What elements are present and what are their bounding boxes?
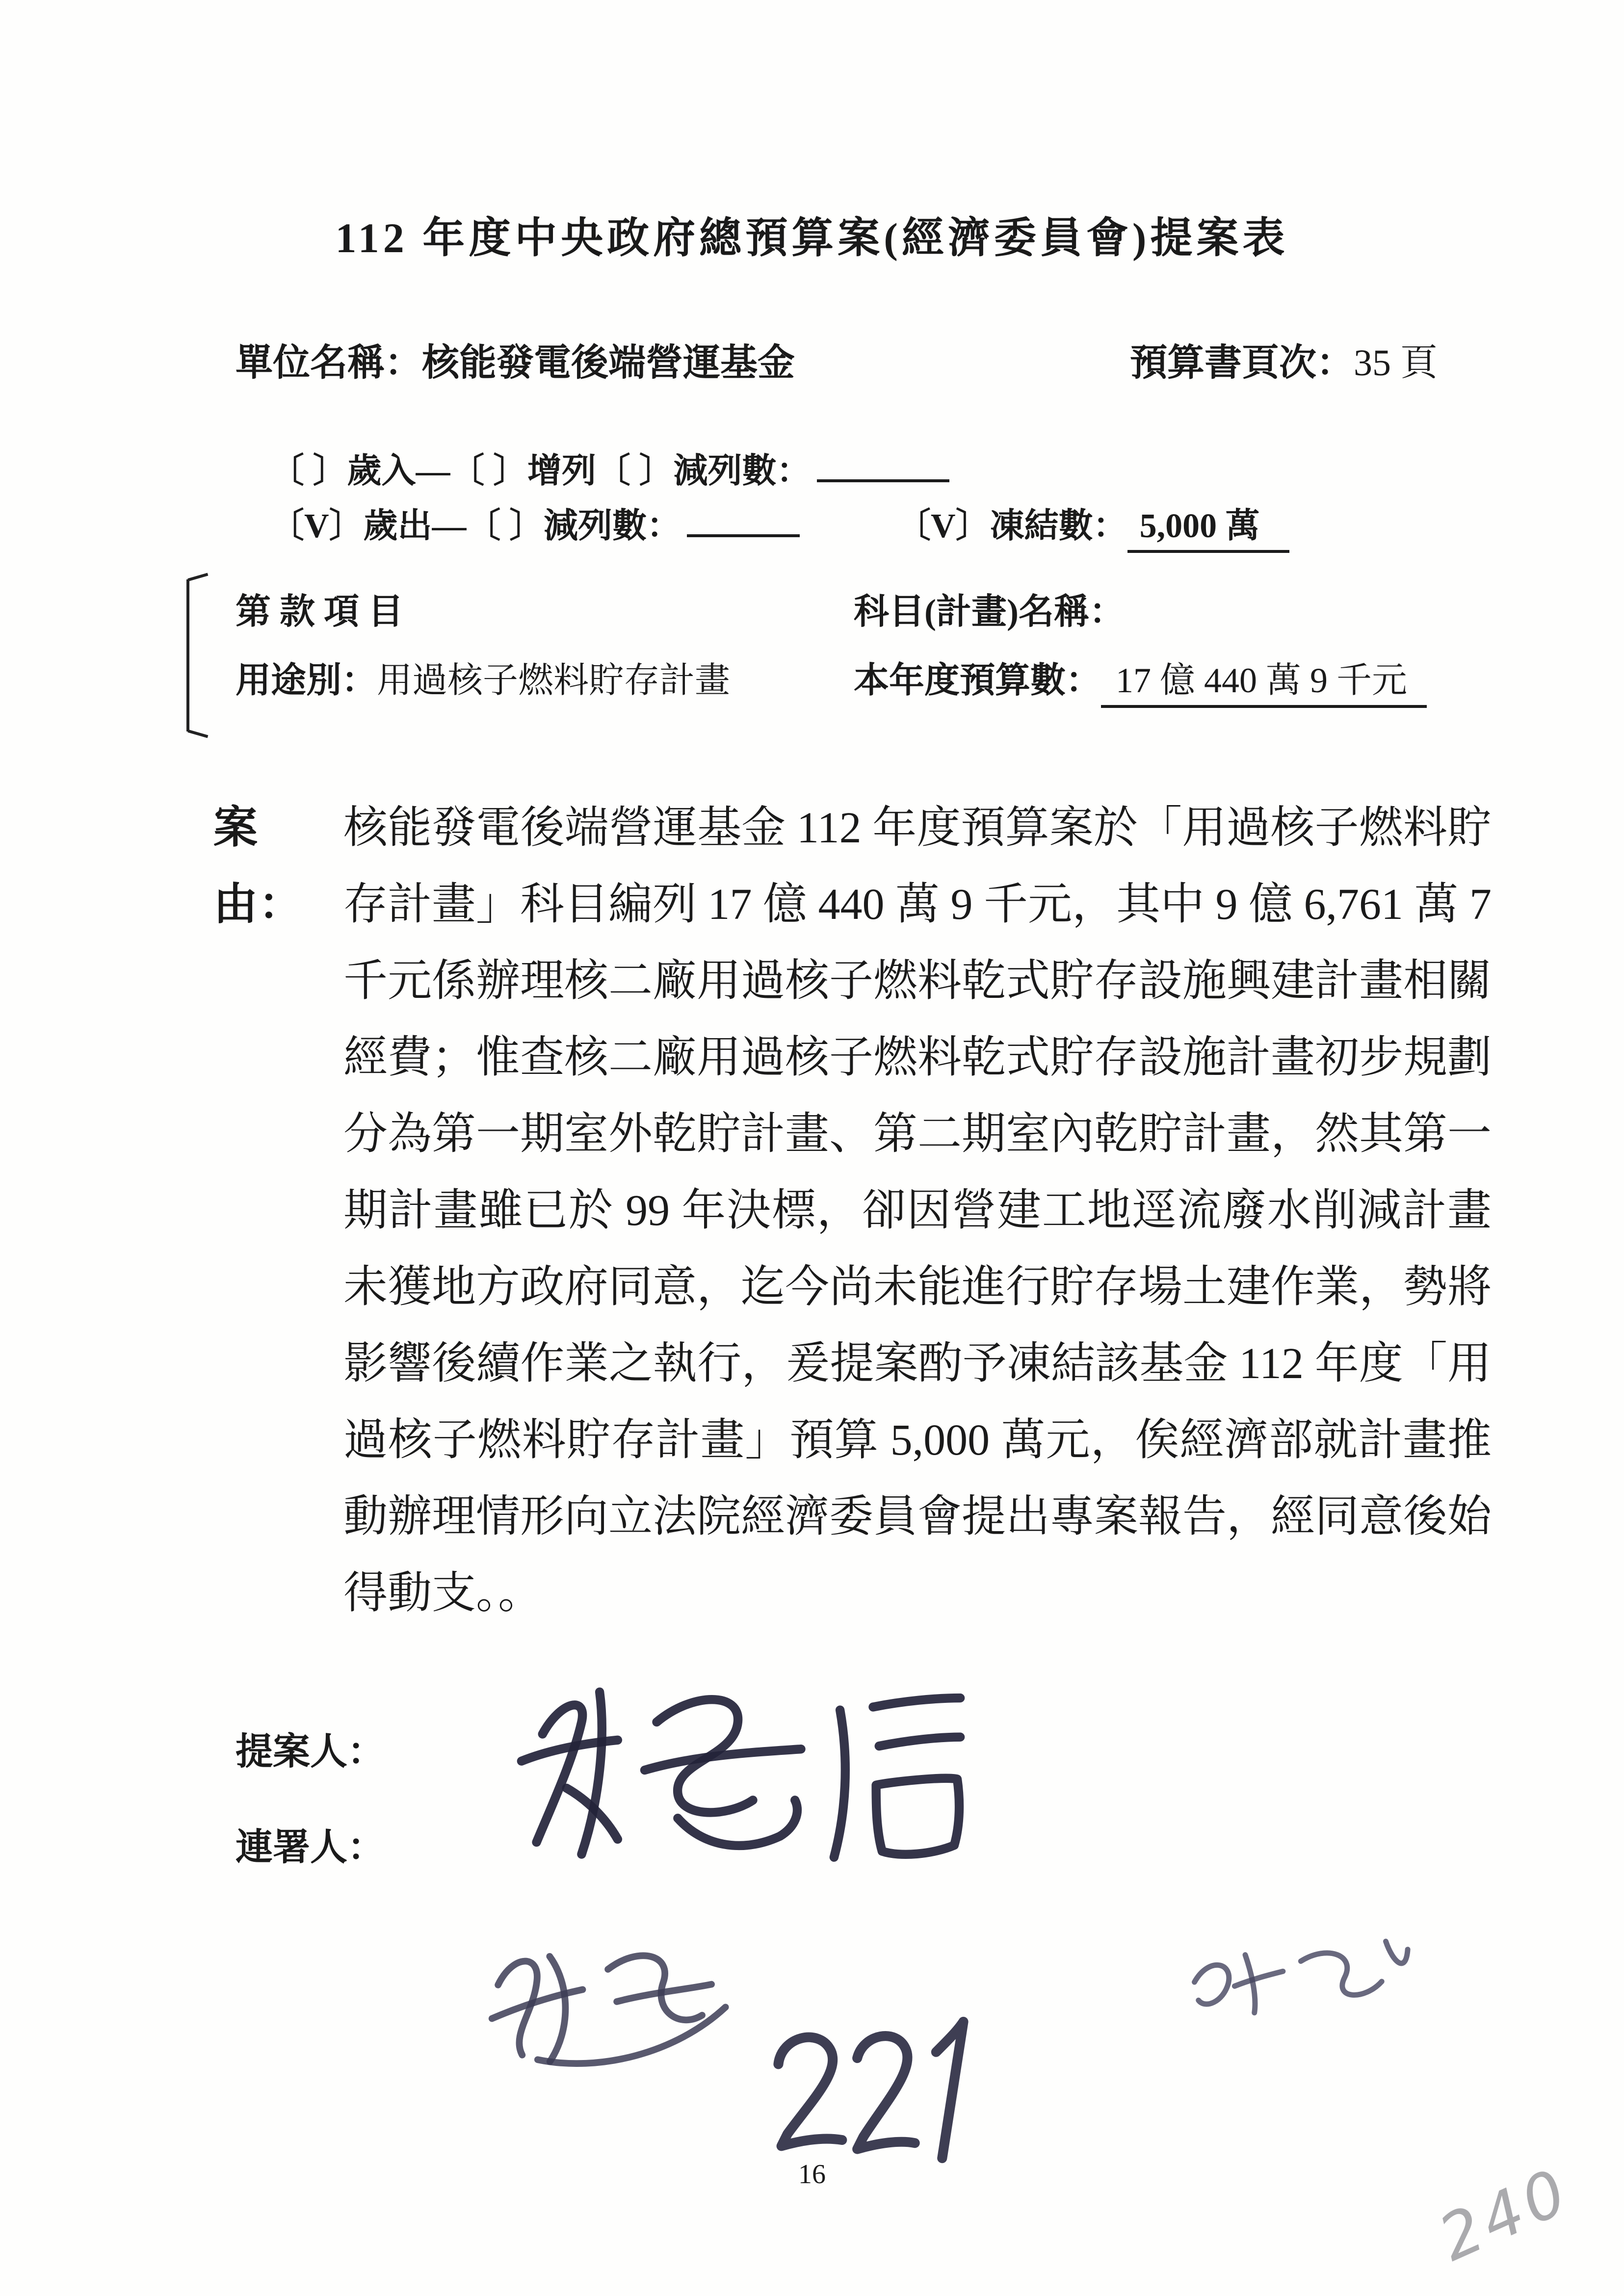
case-description-section [213,790,1624,1632]
unit-name-value: 核能發電後端營運基金 [422,342,795,384]
item-section [236,588,1624,704]
freeze-amount-value: 5,000 萬 [1127,507,1289,553]
document-title: 112 年度中央政府總預算案(經濟委員會)提案表 [335,214,1289,261]
checkbox-section [270,444,1624,554]
blank-underline [687,531,800,537]
handwritten-number-221 [756,2007,986,2173]
annual-budget-label: 本年度預算數： [854,661,1101,700]
cosigner-signature-right [1170,1912,1421,2033]
proposer-signature [500,1653,981,1884]
left-bracket-mark [186,579,207,731]
annual-budget-value: 17 億 440 萬 9 千元 [1101,661,1427,708]
cosigner-label: 連署人： [236,1827,385,1868]
blank-underline [817,476,949,482]
budget-page [1130,339,1438,388]
unit-name [236,339,795,388]
budget-page-label: 預算書頁次： [1130,342,1354,384]
revenue-check-text: 〔 〕歲入—〔 〕增列〔 〕減列數： [270,452,811,490]
page-number: 16 [798,2159,826,2190]
proposer-label: 提案人： [236,1731,385,1773]
handwritten-corner-number: 240 [1428,2154,1581,2276]
annual-budget [854,657,1427,704]
usage-type-value: 用過核子燃料貯存計畫 [377,661,731,700]
section-value-row [236,657,1624,704]
usage-type [236,657,854,704]
freeze-amount-label: 〔V〕凍結數： [896,507,1127,545]
item-column-title: 第 款 項 目 [236,592,404,631]
cosigner-signature-left [459,1896,757,2087]
usage-type-label: 用途別： [236,661,377,700]
expenditure-check-row [270,499,1624,554]
revenue-check-row [270,444,1624,499]
budget-page-value: 35 頁 [1354,342,1438,384]
case-body-text: 核能發電後端營運基金 112 年度預算案於「用過核子燃料貯存計畫」科目編列 17 億 440 萬 9 千元，其中 9 億 6,761 萬 7 千元係辦理核二廠用過核子燃料乾式貯存設施興建計畫相關經費；惟查核二廠用過核子燃料乾式貯存設施計畫初步規劃分為第一期室外乾貯計畫、第二期室內乾貯計畫，然其第一期計畫雖已於 99 年決標，卻因營建工地逕流廢水削減計畫未獲地方政府同意，迄今尚未能進行貯存場土建作業，勢將影響後續作業之執行，爰提案酌予凍結該基金 112 年度「用過核子燃料貯存計畫」預算 5,000 萬元，俟經濟部就計畫推動辦理情形向立法院經濟委員會提出專案報告，經同意後始得動支。。 [343,804,1492,1618]
case-label: 案由： [213,804,304,929]
unit-name-label: 單位名稱： [236,342,422,384]
section-header-row [236,588,1624,635]
expenditure-check-text: 〔V〕歲出—〔 〕減列數： [270,507,681,545]
meta-row [236,339,1438,388]
subject-plan-title: 科目(計畫)名稱： [854,592,1125,631]
